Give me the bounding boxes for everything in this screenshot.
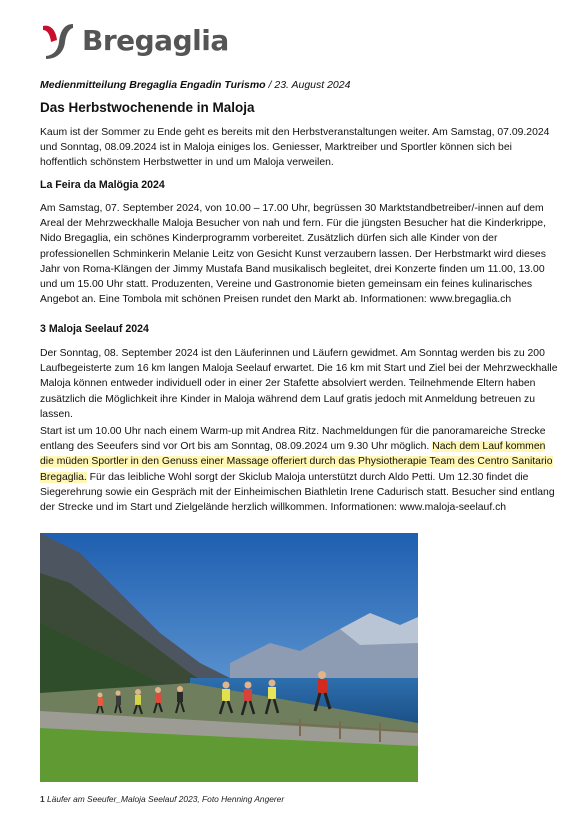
- highlighted-text: Nach dem Lauf kommen die müden Sportler in den Genuss einer Massage offeriert durch das Physiotherapie Team des Centro Sanitario Bregaglia.: [40, 441, 553, 483]
- bregaglia-logo-icon: [40, 20, 76, 60]
- publication-name: Medienmitteilung Bregaglia Engadin Turismo: [40, 79, 266, 91]
- feira-paragraph: Am Samstag, 07. September 2024, von 10.00 – 17.00 Uhr, begrüssen 30 Marktstandbetreiber/-innen auf dem Areal der Mehrzweckhalle Maloja Besucher von nah und fern. Für die jüngsten Besucher hat die Kinderkrippe, Nido Bregaglia, ein schönes Kinderprogramm vorbereitet. Zusätzlich dürfen sich alle Kinder von der professionellen Schminkerin Melanie Leitz von Gesicht Kunst verzaubern lassen. Der Herbstmarkt wird dieses Jahr von Roma-Klängen der Jimmy Mustafa Band musikalisch begleitet, drei Konzerte finden um 11.00, 13.00 und um 15.00 Uhr statt. Produzenten, Vereine und Gastronomie bieten gemeinsam ein feines kulinarisches Angebot an. Eine Tombola mit schönen Preisen rundet den Markt ab. Informationen: www.bregaglia.ch: [40, 203, 546, 306]
- race-photo: [40, 533, 418, 782]
- bregaglia-logo: [40, 20, 229, 60]
- seelauf-paragraph-1: Der Sonntag, 08. September 2024 ist den Läuferinnen und Läufern gewidmet. Am Sonntag werden bis zu 200 Laufbegeisterte zum 16 km langen Maloja Seelauf erwartet. Die 16 km mit Start und Ziel bei der Mehrzweckhalle Maloja können entweder individuell oder in einer 2er Stafette absolviert werden. Teilnehmende Eltern haben zusätzlich die Möglichkeit ihre Kinder in Maloja während dem Lauf gratis jedoch mit Anmeldung betreuen zu lassen.: [40, 348, 558, 420]
- figure-caption-text: Läufer am Seeufer_Maloja Seelauf 2023, Foto Henning Angerer: [47, 794, 285, 804]
- logo-wordmark: Bregaglia: [82, 23, 229, 57]
- seelauf-text-end: Für das leibliche Wohl sorgt der Skiclub Maloja unterstützt durch Aldo Petti. Um 12.30 findet die Siegerehrung sowie ein Gespräch mit der Einheimischen Biathletin Irene Cadurisch statt. Besucher sind entlang der Strecke und im Start und Zielgelände herzlich willkommen. Informationen: www.maloja-seelauf.ch: [40, 471, 555, 514]
- seelauf-text-start: Start ist um 10.00 Uhr nach einem Warm-up mit Andrea Ritz. Nachmeldungen für die panoramareiche Strecke entlang des Seeufers sind vor Ort bis am Sonntag, 08.09.2024 um 9.30 Uhr möglich.: [40, 426, 546, 453]
- figure-number: 1: [40, 794, 45, 804]
- figure-caption: [40, 794, 284, 804]
- intro-paragraph: Kaum ist der Sommer zu Ende geht es bereits mit den Herbstveranstaltungen weiter. Am Samstag, 07.09.2024 und Sonntag, 08.09.2024 ist in Maloja einiges los. Geniesser, Marktreiber und Sportler können sich bei hoffentlich schönstem Herbstwetter in und um Maloja verweilen.: [40, 127, 550, 169]
- dateline: [40, 79, 350, 91]
- seelauf-paragraph-2: [40, 424, 560, 515]
- section-heading-seelauf: 3 Maloja Seelauf 2024: [40, 323, 149, 335]
- article-title: Das Herbstwochenende in Maloja: [40, 100, 255, 115]
- race-photo-illustration: [40, 533, 418, 782]
- section-heading-feira: La Feira da Malögia 2024: [40, 179, 165, 191]
- publication-date: / 23. August 2024: [268, 79, 351, 91]
